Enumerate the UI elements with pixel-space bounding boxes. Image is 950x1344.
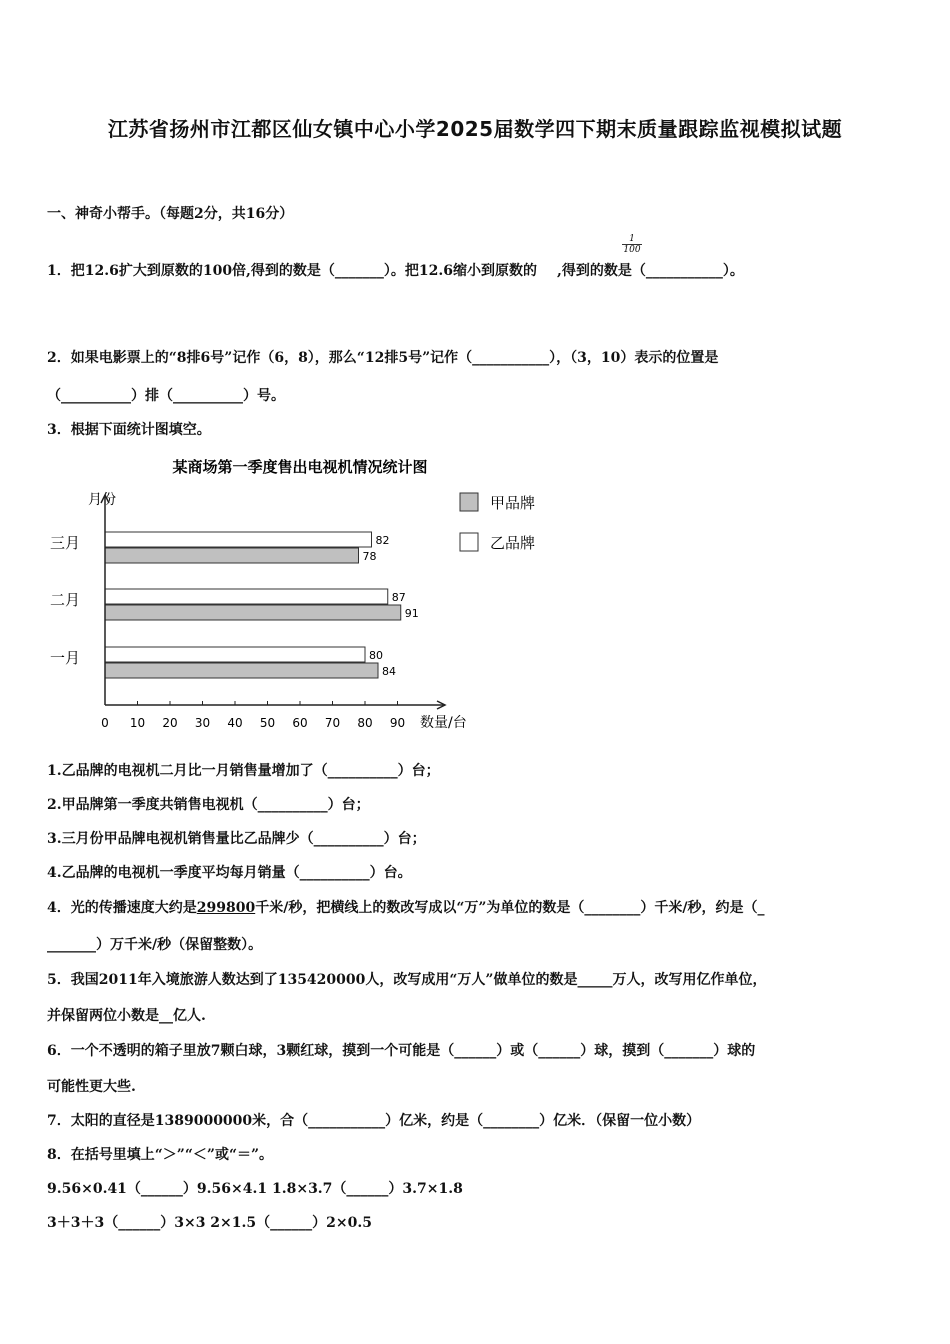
x-tick-label: 50 bbox=[259, 716, 276, 730]
chart-title: 某商场第一季度售出电视机情况统计图 bbox=[172, 458, 428, 476]
question-8-line-2: 9.56×0.41（______）9.56×4.1 1.8×3.7（______）3.7×1.8 bbox=[47, 1181, 463, 1197]
question-1-part-b: ,得到的数是（___________）。 bbox=[557, 263, 744, 279]
question-4-line-2: _______）万千米/秒（保留整数）。 bbox=[47, 937, 263, 953]
question-6-line-1: 6．一个不透明的箱子里放7颗白球，3颗红球，摸到一个可能是（______）或（______）球，摸到（_______）球的 bbox=[47, 1043, 756, 1059]
question-8-line-3: 3＋3＋3（______）3×3 2×1.5（______）2×0.5 bbox=[47, 1215, 372, 1231]
category-label: 一月 bbox=[50, 649, 81, 667]
sub-question-1: 1.乙品牌的电视机二月比一月销售量增加了（__________）台； bbox=[47, 763, 440, 779]
x-tick-label: 20 bbox=[162, 716, 178, 730]
fraction-numerator: 1 bbox=[629, 234, 635, 244]
bar-jia bbox=[105, 663, 378, 678]
x-tick-label: 30 bbox=[194, 716, 211, 730]
bar-yi bbox=[105, 589, 388, 604]
question-5-line-1: 5．我国2011年入境旅游人数达到了135420000人，改写成用“万人”做单位的数是_____万人，改写用亿作单位， bbox=[47, 972, 767, 988]
x-axis-label: 数量/台 bbox=[420, 715, 467, 731]
bar-value-label: 84 bbox=[382, 665, 396, 678]
legend-label: 甲品牌 bbox=[490, 494, 536, 512]
y-axis-label: 月份 bbox=[88, 492, 116, 508]
section-heading: 一、神奇小帮手。（每题2分，共16分） bbox=[47, 206, 294, 222]
question-2-line-1: 2．如果电影票上的“8排6号”记作（6，8），那么“12排5号”记作（___________），（3，10）表示的位置是 bbox=[47, 350, 719, 366]
bar-yi bbox=[105, 532, 372, 547]
question-6-line-2: 可能性更大些. bbox=[47, 1079, 136, 1095]
question-4-part-a: 4．光的传播速度大约是 bbox=[47, 900, 197, 916]
question-3: 3．根据下面统计图填空。 bbox=[47, 422, 211, 438]
sub-question-2: 2.甲品牌第一季度共销售电视机（__________）台； bbox=[47, 797, 370, 813]
question-1-part-a: 1．把12.6扩大到原数的100倍,得到的数是（_______）。把12.6缩小到原数的 bbox=[47, 263, 538, 279]
bar-chart bbox=[40, 450, 560, 740]
chart-legend bbox=[460, 493, 535, 552]
bar-yi bbox=[105, 647, 365, 662]
legend-swatch bbox=[460, 533, 478, 551]
legend-swatch bbox=[460, 493, 478, 511]
question-2-line-2: （__________）排（__________）号。 bbox=[47, 388, 285, 404]
question-4-line-1 bbox=[47, 897, 765, 917]
question-8-line-1: 8．在括号里填上“＞”“＜”或“＝”。 bbox=[47, 1147, 274, 1163]
sub-question-3: 3.三月份甲品牌电视机销售量比乙品牌少（__________）台； bbox=[47, 831, 426, 847]
question-4-part-b: 千米/秒，把横线上的数改写成以“万”为单位的数是（________）千米/秒，约是（_ bbox=[255, 900, 765, 916]
fraction-denominator: 100 bbox=[623, 245, 641, 255]
bar-value-label: 80 bbox=[369, 649, 383, 662]
category-label: 二月 bbox=[50, 591, 81, 609]
bar-jia bbox=[105, 548, 359, 563]
question-1 bbox=[47, 260, 744, 280]
fraction bbox=[622, 234, 642, 255]
legend-label: 乙品牌 bbox=[490, 534, 536, 552]
x-tick-label: 70 bbox=[324, 716, 341, 730]
underlined-number: 299800 bbox=[196, 900, 256, 916]
x-tick-label: 10 bbox=[129, 716, 146, 730]
x-tick-label: 60 bbox=[292, 716, 308, 730]
category-label: 三月 bbox=[50, 534, 81, 552]
sub-question-4: 4.乙品牌的电视机一季度平均每月销量（__________）台。 bbox=[47, 865, 412, 881]
bar-value-label: 91 bbox=[404, 607, 419, 620]
chart-bars bbox=[105, 532, 419, 678]
question-5-line-2: 并保留两位小数是__亿人. bbox=[47, 1008, 206, 1024]
page-title: 江苏省扬州市江都区仙女镇中心小学2025届数学四下期末质量跟踪监视模拟试题 bbox=[107, 117, 843, 141]
x-tick-label: 0 bbox=[101, 716, 109, 730]
x-tick-label: 40 bbox=[227, 716, 243, 730]
bar-jia bbox=[105, 605, 401, 620]
bar-value-label: 82 bbox=[375, 534, 390, 547]
bar-value-label: 87 bbox=[391, 591, 406, 604]
question-7: 7．太阳的直径是1389000000米，合（___________）亿米，约是（________）亿米．（保留一位小数） bbox=[47, 1113, 701, 1129]
x-tick-label: 80 bbox=[357, 716, 373, 730]
x-tick-label: 90 bbox=[389, 716, 406, 730]
bar-value-label: 78 bbox=[362, 550, 377, 563]
